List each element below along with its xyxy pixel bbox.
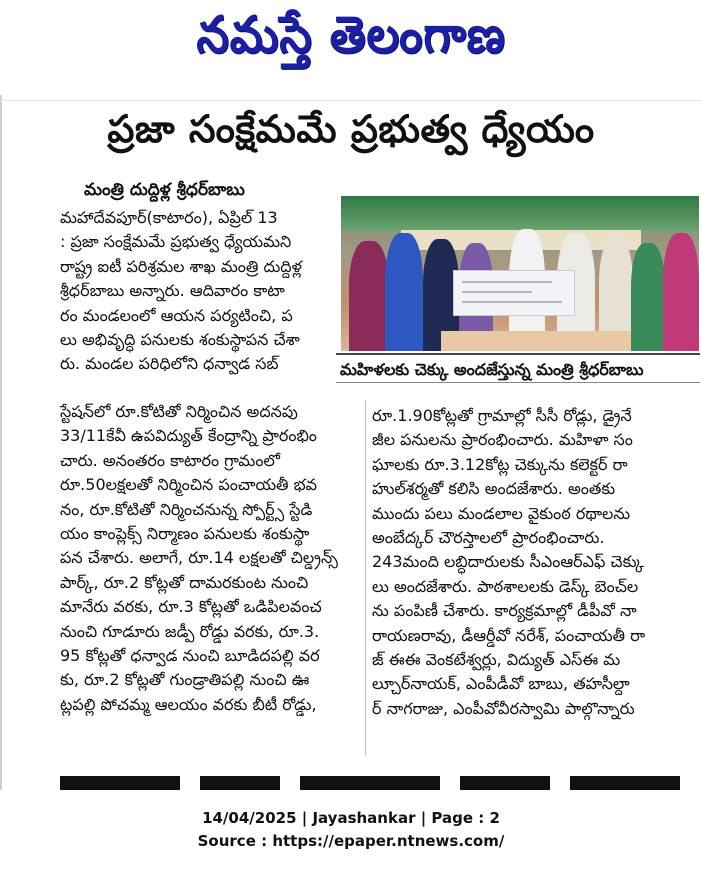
column-divider (365, 400, 366, 755)
article-byline: మంత్రి దుద్దిళ్ల శ్రీధర్‌బాబు (84, 180, 245, 200)
cropped-text-fragment (300, 776, 440, 790)
cropped-text-fragment (60, 776, 180, 790)
photo-person (631, 243, 665, 351)
photo-tent (341, 196, 699, 231)
photo-cheque (453, 270, 575, 316)
cheque-line (462, 301, 562, 303)
photo-person (385, 233, 423, 351)
footer-date-edition: 14/04/2025 | Jayashankar | Page : 2 (202, 809, 500, 827)
cropped-text-fragment (570, 776, 680, 790)
article-column-left-top: మహాదేవపూర్(కాటారం), ఏప్రిల్ 13 : ప్రజా సంక్షేమమే ప్రభుత్వ ధ్యేయమని రాష్ట్ర ఐటీ పరిశ్రమల శాఖ మంత్రి దుద్దిళ్ల శ్రీధర్‌బాబు అన్నారు. ఆదివారం కాటా రం మండలంలో ఆయన పర్యటించి, ప లు అభివృద్ధి పనులకు శంకుస్థాపన చేశా రు. మండల పరిధిలోని ధన్వాడ సబ్ (60, 208, 302, 374)
photo-person (663, 233, 699, 351)
article-column-right: రూ.1.90కోట్లతో గ్రామాల్లో సీసీ రోడ్లు, డ్రైనే జీల పనులను ప్రారంభించారు. మహిళా సం ఘాలకు రూ.3.12కోట్ల చెక్కును కలెక్టర్ రా హుల్‌శర్మతో కలిసి అందజేశారు. అంతకు ముందు పలు మండలాల వైకుంఠ రథాలను అంబేద్కర్ చౌరస్తాలలో ప్రారంభించారు. 243మంది లబ్ధిదారులకు సీఎంఆర్‌ఎఫ్ చెక్కు లు అందజేశారు. పాఠశాలలకు డెస్క్ బెంచ్‌ల ను పంపిణీ చేశారు. కార్యక్రమాల్లో డీపీవో నా రాయణరావు, డీఆర్డీవో నరేశ్, పంచాయతీ రా జ్ ఈఈ వెంకటేశ్వర్లు, విద్యుత్ ఎస్ఈ మ ల్చూర్‌నాయక్, ఎంపీడీవో బాబు, తహసీల్దా ర్ నాగరాజు, ఎంపీవోవీరస్వామి పాల్గొన్నారు (372, 406, 646, 718)
cropped-text-fragment (460, 776, 550, 790)
header-divider (0, 100, 702, 101)
photo-caption: మహిళలకు చెక్కు అందజేస్తున్న మంత్రి శ్రీధర్‌బాబు (336, 353, 700, 383)
photo-person (349, 241, 389, 351)
photo-table (441, 331, 631, 351)
cheque-line (462, 281, 552, 283)
page-frame (0, 95, 2, 790)
masthead (0, 0, 702, 80)
article-headline: ప్రజా సంక్షేమమే ప్రభుత్వ ధ్యేయం (107, 107, 595, 151)
article-photo (341, 196, 699, 351)
footer-source: Source : https://epaper.ntnews.com/ (197, 832, 505, 850)
next-headline-cropped (40, 772, 700, 790)
cheque-line (462, 291, 532, 293)
article-column-left-bottom: స్టేషన్‌లో రూ.కోటితో నిర్మించిన అదనపు 33/11కేవీ ఉపవిద్యుత్ కేంద్రాన్ని ప్రారంభిం చారు. అనంతరం కాటారం గ్రామంలో రూ.50లక్షలతో నిర్మించిన పంచాయతీ భవ నం, రూ.కోటితో నిర్మించనున్న స్పోర్ట్స్ స్టేడి యం కాంప్లెక్స్ నిర్మాణం పనులకు శంకుస్థా పన చేశారు. అలాగే, రూ.14 లక్షలతో చిల్డ్రన్స్ పార్క్, రూ.2 కోట్లతో దామరకుంట నుంచి మానేరు వరకు, రూ.3 కోట్లతో ఒడిపిలవంచ నుంచి గూడూరు జడ్పీ రోడ్డు వరకు, రూ.3. 95 కోట్లతో ధన్వాడ నుంచి బూడిదపల్లి వర కు, రూ.2 కోట్లతో గుండ్రాతిపల్లి నుంచి ఊ ట్లపల్లి పోచమ్మ ఆలయం వరకు బీటీ రోడ్డు, (60, 402, 338, 714)
newspaper-logo: నమస్తే తెలంగాణ (196, 4, 506, 65)
cropped-text-fragment (200, 776, 280, 790)
